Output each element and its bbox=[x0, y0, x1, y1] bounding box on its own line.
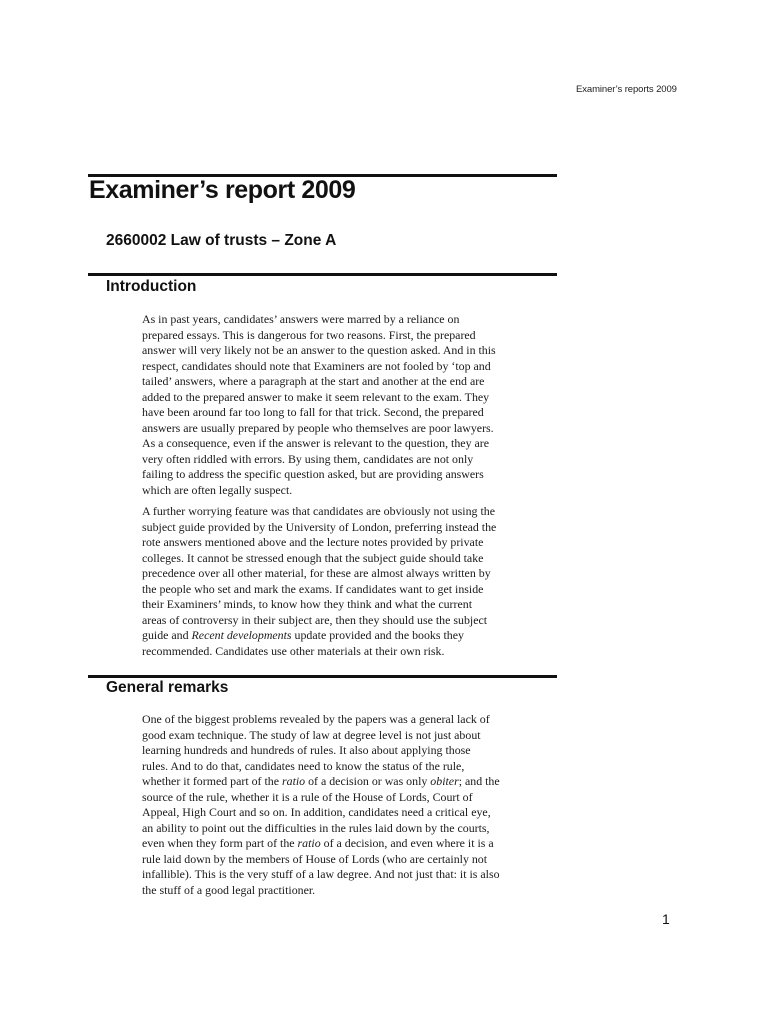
text-line: recommended. Candidates use other materials at their own risk. bbox=[142, 643, 445, 658]
introduction-paragraph-2 bbox=[142, 504, 572, 659]
general-remarks-rule bbox=[88, 675, 557, 678]
text-line: A further worrying feature was that candidates are obviously not using the bbox=[142, 504, 495, 518]
text-line: source of the rule, whether it is a rule of the House of Lords, Court of bbox=[142, 789, 473, 804]
text-line: very often riddled with errors. By using them, candidates are not only bbox=[142, 451, 474, 466]
page-title: Examiner’s report 2009 bbox=[89, 176, 356, 204]
text-line: rote answers mentioned above and the lecture notes provided by private bbox=[142, 535, 484, 549]
text-line: prepared essays. This is dangerous for two reasons. First, the prepared bbox=[142, 327, 476, 342]
text-line: areas of controversy in their subject are, then they should use the subject bbox=[142, 612, 488, 627]
text-line: have been around far too long to fall for that trick. Second, the prepared bbox=[142, 405, 484, 419]
text-line: failing to address the specific question asked, but are providing answers bbox=[142, 467, 484, 481]
general-remarks-paragraph-1 bbox=[142, 712, 572, 898]
page-number: 1 bbox=[662, 911, 670, 927]
text-line: One of the biggest problems revealed by the papers was a general lack of bbox=[142, 712, 490, 726]
introduction-paragraph-1 bbox=[142, 312, 572, 498]
text-line: precedence over all other material, for these are almost always written by bbox=[142, 566, 491, 580]
text-line: even when they form part of the ratio of a decision, and even where it is a bbox=[142, 836, 494, 850]
text-line: the stuff of a good legal practitioner. bbox=[142, 882, 316, 897]
general-remarks-body bbox=[142, 712, 572, 904]
text-line: learning hundreds and hundreds of rules. It also about applying those bbox=[142, 743, 471, 757]
page-subtitle: 2660002 Law of trusts – Zone A bbox=[106, 232, 337, 249]
text-line: tailed’ answers, where a paragraph at the start and another at the end are bbox=[142, 374, 485, 388]
text-line: Appeal, High Court and so on. In addition, candidates need a critical eye, bbox=[142, 805, 491, 819]
text-line: As in past years, candidates’ answers were marred by a reliance on bbox=[142, 312, 460, 326]
text-line: their Examiners’ minds, to know how they think and what the current bbox=[142, 597, 472, 611]
text-line: whether it formed part of the ratio of a decision or was only obiter; and the bbox=[142, 774, 500, 788]
introduction-heading: Introduction bbox=[106, 278, 197, 295]
text-line: added to the prepared answer to make it seem relevant to the exam. They bbox=[142, 389, 490, 404]
text-line: an ability to point out the difficulties in the rules laid down by the courts, bbox=[142, 820, 490, 835]
text-line: rule laid down by the members of House of Lords (who are certainly not bbox=[142, 851, 488, 866]
general-remarks-heading: General remarks bbox=[106, 679, 229, 696]
text-line: colleges. It cannot be stressed enough that the subject guide should take bbox=[142, 550, 484, 565]
introduction-rule bbox=[88, 273, 557, 276]
text-line: answer will very likely not be an answer to the question asked. And in this bbox=[142, 343, 496, 357]
text-line: guide and Recent developments update provided and the books they bbox=[142, 628, 464, 642]
text-line: infallible). This is the very stuff of a law degree. And not just that: it is also bbox=[142, 867, 500, 881]
text-line: respect, candidates should note that Examiners are not fooled by ‘top and bbox=[142, 358, 491, 373]
text-line: which are often legally suspect. bbox=[142, 482, 293, 497]
text-line: subject guide provided by the University of London, preferring instead the bbox=[142, 519, 497, 534]
text-line: answers are usually prepared by people who themselves are poor lawyers. bbox=[142, 420, 494, 435]
introduction-body bbox=[142, 312, 572, 665]
text-line: rules. And to do that, candidates need to know the status of the rule, bbox=[142, 758, 465, 773]
text-line: the people who set and mark the exams. If candidates want to get inside bbox=[142, 581, 484, 596]
running-header: Examiner’s reports 2009 bbox=[576, 84, 677, 95]
text-line: As a consequence, even if the answer is relevant to the question, they are bbox=[142, 436, 490, 450]
text-line: good exam technique. The study of law at degree level is not just about bbox=[142, 727, 481, 742]
